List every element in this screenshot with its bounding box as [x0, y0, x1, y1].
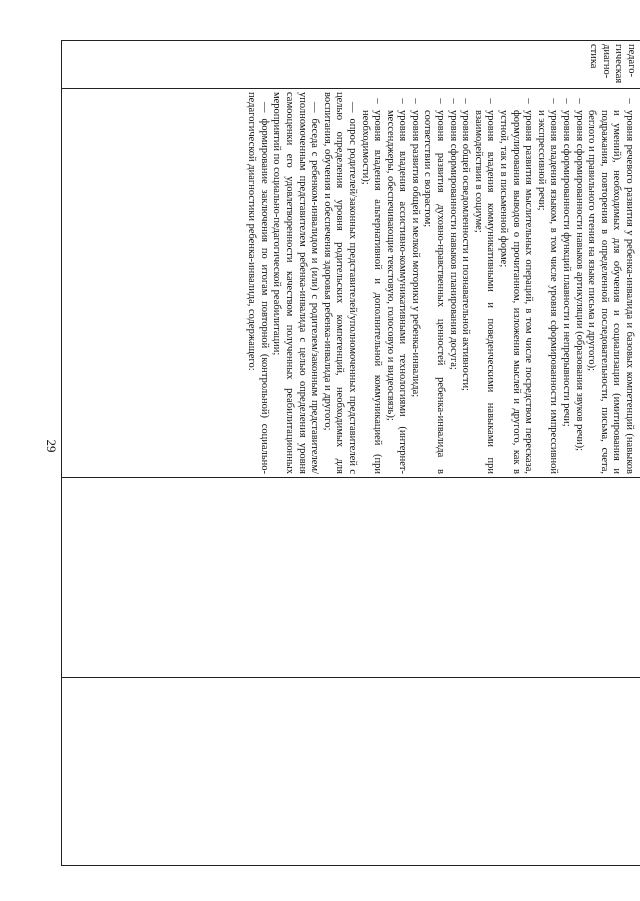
row-label-line: диагно-: [600, 44, 612, 79]
long-dash: —: [258, 102, 270, 113]
table-border-right: [61, 865, 640, 866]
list-item: [358, 92, 383, 474]
dash-bullet: –: [435, 98, 447, 104]
list-item: [471, 92, 496, 474]
list-item-text: уровня сформированности навыков планирования досуга;: [447, 110, 459, 370]
paragraph: [320, 92, 358, 474]
list-item: [383, 92, 408, 474]
dash-bullet: –: [561, 98, 573, 104]
paragraph-text: опрос родителей/законных представителей/уполномоченных представителей с целью определения уровня родительских компетенций, необходимых для воспитания, обучения и обеспечения здоровья ребенка-инвалида и другого;: [321, 92, 358, 474]
column-divider-2: [61, 477, 640, 478]
dash-bullet: –: [460, 98, 472, 104]
list-item: [559, 92, 572, 474]
list-item-text: уровня сформированности функций плавности и непрерывности речи;: [561, 110, 573, 427]
list-item: [459, 92, 472, 474]
list-item: [585, 92, 635, 474]
list-item-text: уровня владения альтернативной и дополнительной коммуникацией (при необходимости);: [359, 110, 384, 474]
list-item-text: уровня развития мыслительных операций, в том числе посредством пересказа, формулирования выводов о прочитанном, изложения мыслей и другого, как в устной, так и в письменной форме;: [498, 110, 535, 474]
list-item: [408, 92, 421, 474]
list-item: [496, 92, 534, 474]
list-item-text: уровня владения языком, в том числе уровня сформированности импрессивной и экспрессивной речи;: [535, 110, 560, 474]
paragraph: [245, 92, 270, 474]
row-label-line: педаго-: [626, 44, 637, 77]
dash-bullet: –: [573, 98, 585, 104]
paragraph-text: формирование заключения по итогам повторной (контрольной) социально-педагогической диагностики ребенка-инвалида, содержащего:: [246, 92, 270, 474]
list-item-text: уровня владения коммуникативными и поведенческими навыками при взаимодействии в социуме;: [472, 110, 497, 474]
list-item-text: уровня владения ассистивно-коммуникативными технологиями (интернет-мессенджеры, обеспечивающие текстовую, голосовую и видеосвязь);: [384, 110, 409, 474]
list-item: [572, 92, 585, 474]
list-item-text: уровня развития духовно-нравственных ценностей ребенка-инвалида в соответствии с возрастом;: [422, 110, 447, 474]
dash-bullet: –: [447, 98, 459, 104]
column-divider-1: [61, 88, 640, 89]
dash-bullet: –: [548, 98, 560, 104]
row-label-line: стика: [588, 44, 600, 69]
row-label: [587, 44, 637, 84]
list-item: [446, 92, 459, 474]
paragraph-text: беседа с ребенком-инвалидом и (или) с родителем/законным представителем/уполномоченным представителем ребенка-инвалида с целью определения уровня самооценки его удовлетворенности качеством полученных реабилитационных мероприятий по социально-педагогической реабилитации;: [271, 92, 321, 474]
paragraph: [270, 92, 320, 474]
dash-bullet: –: [485, 98, 497, 104]
content-cell: [245, 92, 635, 474]
list-item-text: уровня развития общей и мелкой моторики у ребенка-инвалида;: [409, 110, 421, 398]
list-item: [534, 92, 559, 474]
document-table: [61, 40, 640, 866]
row-label-line: гическая: [613, 44, 625, 84]
page-number: 29: [44, 439, 59, 453]
list-item: [421, 92, 446, 474]
long-dash: —: [309, 102, 321, 113]
list-item-text: уровня сформированности навыков артикуляции (образования звуков речи);: [573, 110, 585, 452]
table-border-bottom: [61, 40, 62, 866]
dash-bullet: –: [372, 98, 384, 104]
table-border-left: [61, 40, 640, 41]
dash-bullet: –: [523, 98, 535, 104]
list-item-text: уровня речевого развития у ребенка-инвалида и базовых компетенций (навыков и умений), необходимых для обучения и социализации (имитирования и подражания, повторения в определенной последовательности, письма, счета, беглого и правильного чтения на языке письма и другого);: [586, 110, 635, 474]
column-divider-3: [61, 677, 640, 678]
list-item-text: уровня общей осведомленности и познавательной активности;: [460, 110, 472, 391]
dash-bullet: –: [409, 98, 421, 104]
dash-bullet: –: [397, 98, 409, 104]
long-dash: —: [346, 102, 358, 113]
dash-bullet: –: [624, 98, 635, 104]
